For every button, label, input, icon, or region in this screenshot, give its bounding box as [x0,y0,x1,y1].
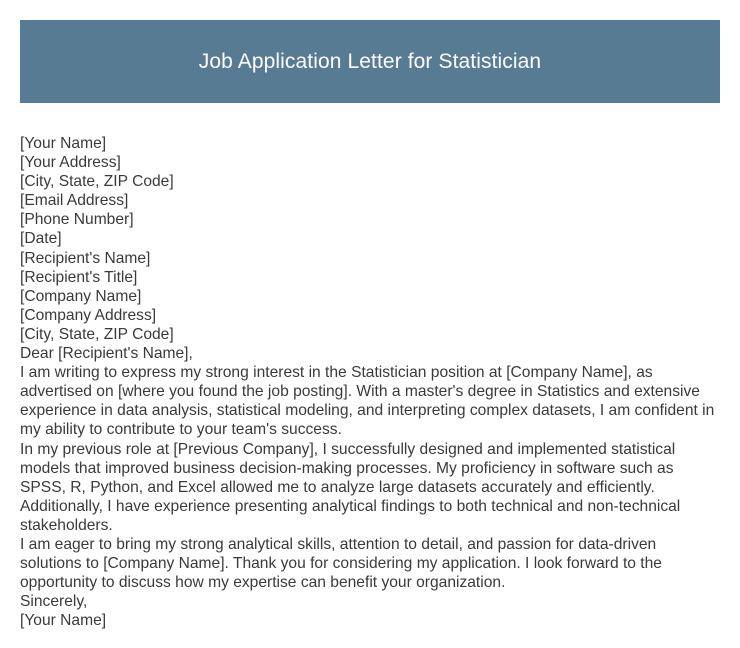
recipient-name: [Recipient's Name] [20,249,151,267]
recipient-city-state-zip: [City, State, ZIP Code] [20,325,174,343]
page-title: Job Application Letter for Statistician [198,49,542,73]
salutation: Dear [Recipient's Name], [20,345,193,363]
closing: Sincerely, [20,593,88,611]
letter-body [20,134,722,630]
signature: [Your Name] [20,612,107,630]
title-banner [20,20,720,103]
recipient-company: [Company Name] [20,287,142,305]
paragraph-intro: I am writing to express my strong interest in the Statistician position at [Company Name], as advertised on [where you found the job posting]. With a master's degree in Statistics and extensive experience in data analysis, statistical modeling, and interpreting complex datasets, I am confident in my ability to contribute to your team's success. [20,364,715,439]
recipient-address: [Company Address] [20,306,157,324]
sender-email: [Email Address] [20,192,129,210]
recipient-title: [Recipient's Title] [20,268,138,286]
paragraph-experience: In my previous role at [Previous Company], I successfully designed and implemented statistical models that improved business decision-making processes. My proficiency in software such as SPSS, R, Python, and Excel allowed me to analyze large datasets accurately and efficiently. Additionally, I have experience presenting analytical findings to both technical and non-technical stakeholders. [20,440,681,534]
sender-city-state-zip: [City, State, ZIP Code] [20,173,174,191]
sender-address: [Your Address] [20,154,121,172]
sender-name: [Your Name] [20,135,107,152]
paragraph-closing: I am eager to bring my strong analytical skills, attention to detail, and passion for data-driven solutions to [Company Name]. Thank you for considering my application. I look forward to the opportunity to discuss how my expertise can benefit your organization. [20,535,662,592]
sender-phone: [Phone Number] [20,211,134,229]
letter-date: [Date] [20,230,62,248]
